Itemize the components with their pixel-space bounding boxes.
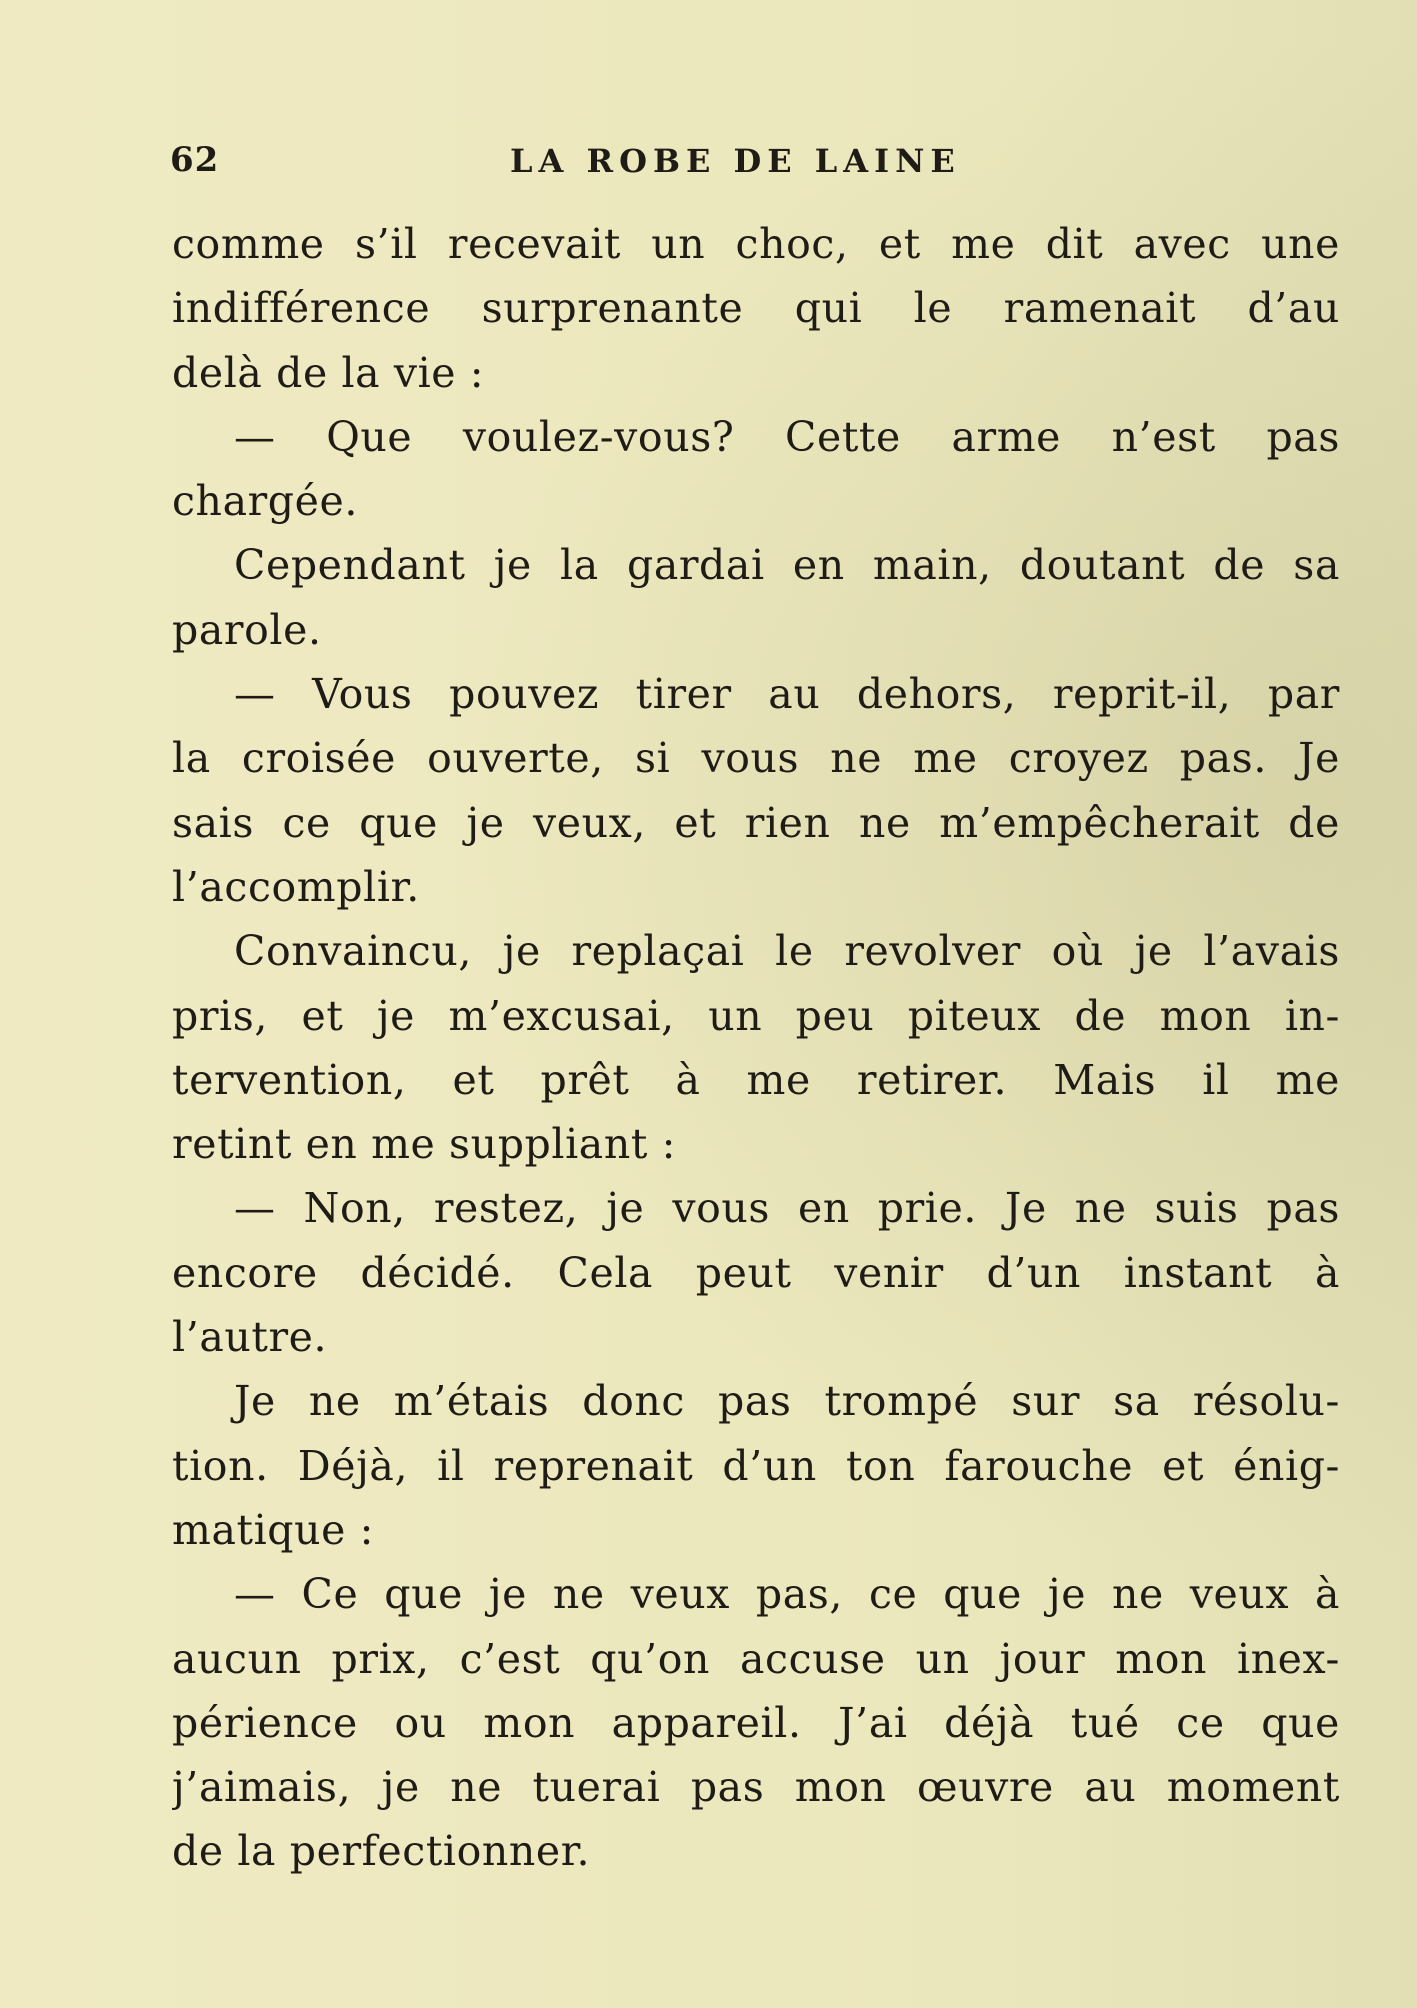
text-line: — Ce que je ne veux pas, ce que je ne veux à xyxy=(234,1570,1340,1619)
body-text xyxy=(172,212,1340,1884)
text-line: parole. xyxy=(172,605,322,654)
text-line: tervention, et prêt à me retirer. Mais il me xyxy=(172,1055,1340,1104)
text-line: delà de la vie : xyxy=(172,348,485,397)
text-line: Cependant je la gardai en main, doutant de sa xyxy=(234,541,1340,590)
text-line: — Vous pouvez tirer au dehors, reprit-il, par xyxy=(234,670,1340,719)
text-line: encore décidé. Cela peut venir d’un instant à xyxy=(172,1248,1340,1297)
text-line: sais ce que je veux, et rien ne m’empêcherait de xyxy=(172,798,1340,847)
text-line: j’aimais, je ne tuerai pas mon œuvre au moment xyxy=(172,1763,1340,1812)
running-title: LA ROBE DE LAINE xyxy=(510,142,961,180)
text-line: chargée. xyxy=(172,477,359,526)
text-line: retint en me suppliant : xyxy=(172,1120,676,1169)
text-line: Je ne m’étais donc pas trompé sur sa résolu- xyxy=(234,1377,1340,1426)
page-number: 62 xyxy=(170,140,220,180)
text-line: — Non, restez, je vous en prie. Je ne suis pas xyxy=(234,1184,1340,1233)
text-line: l’autre. xyxy=(172,1313,328,1362)
text-line: aucun prix, c’est qu’on accuse un jour mon inex- xyxy=(172,1634,1340,1683)
page-header xyxy=(170,140,1350,190)
text-line: tion. Déjà, il reprenait d’un ton farouche et énig- xyxy=(172,1441,1340,1490)
text-line: comme s’il recevait un choc, et me dit avec une xyxy=(172,220,1340,268)
text-line: Convaincu, je replaçai le revolver où je l’avais xyxy=(234,927,1340,976)
text-line: indifférence surprenante qui le ramenait d’au xyxy=(172,284,1340,333)
text-line: matique : xyxy=(172,1505,375,1554)
text-line: l’accomplir. xyxy=(172,862,420,911)
text-line: de la perfectionner. xyxy=(172,1827,591,1876)
text-line: périence ou mon appareil. J’ai déjà tué ce que xyxy=(172,1698,1340,1747)
text-line: pris, et je m’excusai, un peu piteux de mon in- xyxy=(172,991,1340,1040)
text-line: la croisée ouverte, si vous ne me croyez pas. Je xyxy=(172,734,1340,783)
text-line: — Que voulez-vous? Cette arme n’est pas xyxy=(234,412,1340,461)
